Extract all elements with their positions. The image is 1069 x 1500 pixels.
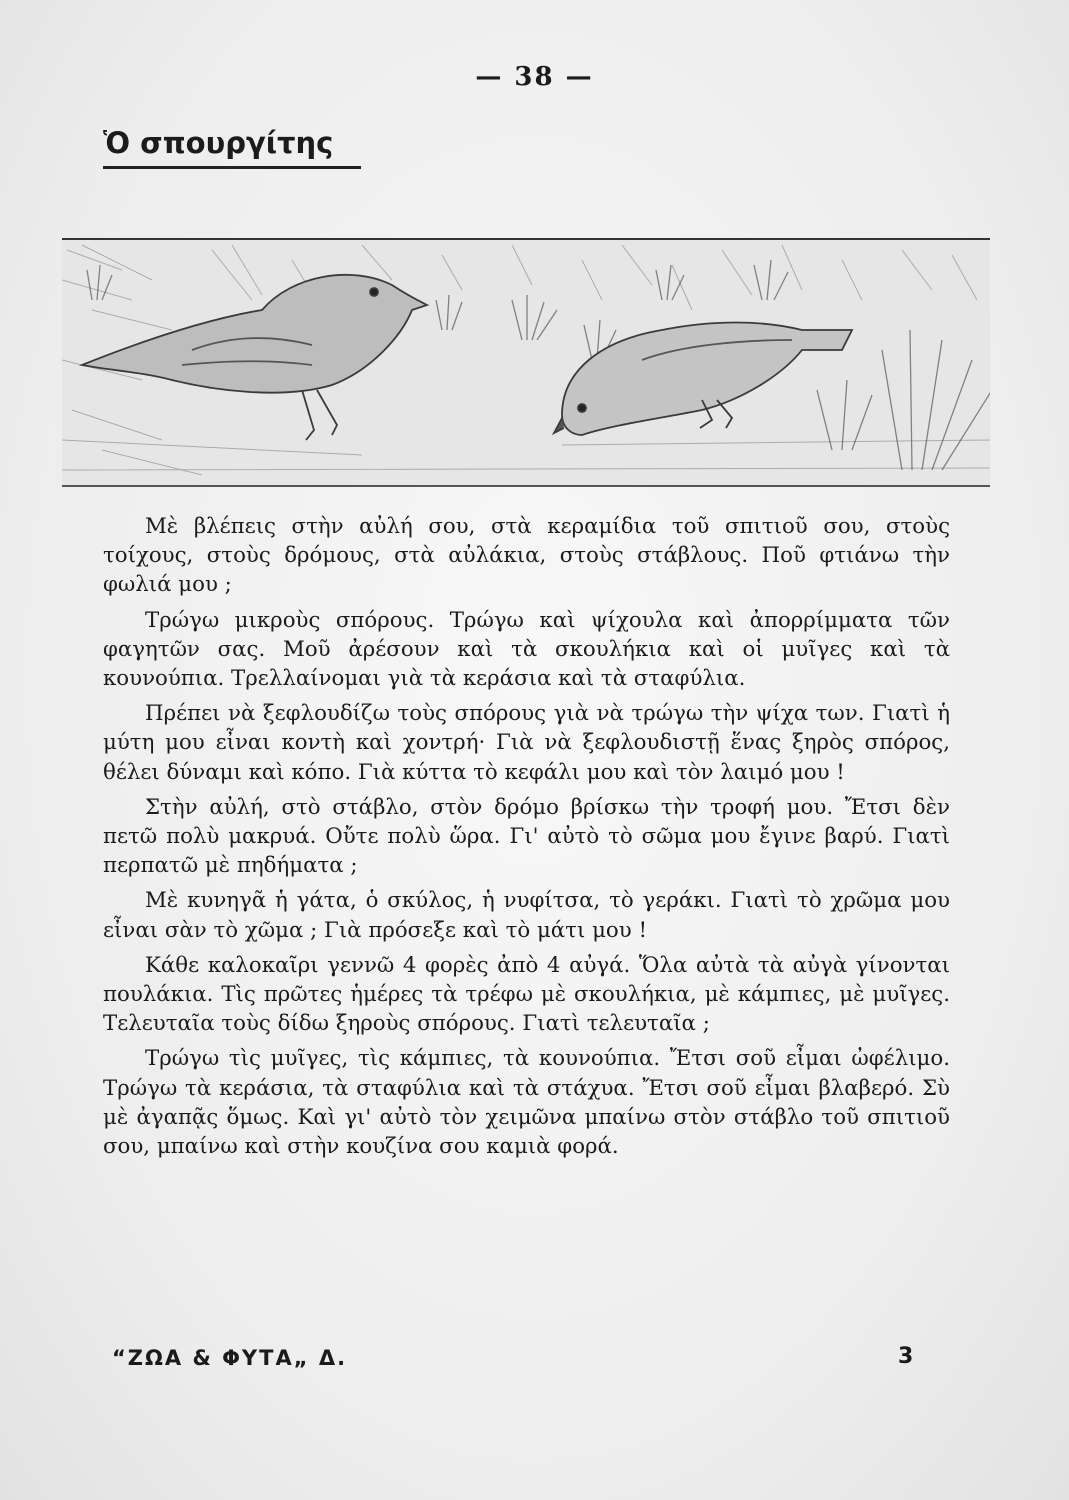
sparrows-drawing-icon [62, 238, 990, 487]
page-title: Ὁ σπουργίτης [103, 126, 361, 169]
paragraph: Μὲ βλέπεις στὴν αὐλή σου, στὰ κεραμίδια τοῦ σπιτιοῦ σου, στοὺς τοίχους, στοὺς δρόμους, στὰ αὐλάκια, στοὺς στάβλους. Ποῦ φτιάνω τὴν φωλιά μου ; [103, 514, 950, 598]
footer-signature-number: 3 [898, 1344, 914, 1369]
footer-book-title: “ΖΩΑ & ΦΥΤΑ„ Δ. [112, 1346, 348, 1370]
paragraph: Τρώγω τὶς μυῖγες, τὶς κάμπιες, τὰ κουνούπια. Ἔτσι σοῦ εἶμαι ὠφέλιμο. Τρώγω τὰ κεράσια, τὰ σταφύλια καὶ τὰ στάχυα. Ἔτσι σοῦ εἶμαι βλαβερό. Σὺ μὲ ἀγαπᾷς ὅμως. Καὶ γι' αὐτὸ τὸν χειμῶνα μπαίνω στὸν στάβλο τοῦ σπιτιοῦ σου, μπαίνω καὶ στὴν κουζίνα σου καμιὰ φορά. [103, 1046, 950, 1160]
paragraph: Κάθε καλοκαῖρι γεννῶ 4 φορὲς ἀπὸ 4 αὐγά. Ὅλα αὐτὰ τὰ αὐγὰ γίνονται πουλάκια. Τὶς πρῶτες ἡμέρες τὰ τρέφω μὲ σκουλήκια, μὲ κάμπιες, μὲ μυῖγες. Τελευταῖα τοὺς δίδω ξηροὺς σπόρους. Γιατὶ τελευταῖα ; [103, 952, 950, 1037]
page-number: — 38 — [475, 62, 594, 92]
article-body [103, 512, 950, 1167]
paragraph: Μὲ κυνηγᾶ ἡ γάτα, ὁ σκύλος, ἡ νυφίτσα, τὸ γεράκι. Γιατὶ τὸ χρῶμα μου εἶναι σὰν τὸ χῶμα ; Γιὰ πρόσεξε καὶ τὸ μάτι μου ! [103, 888, 950, 943]
paragraph: Πρέπει νὰ ξεφλουδίζω τοὺς σπόρους γιὰ νὰ τρώγω τὴν ψίχα των. Γιατὶ ἡ μύτη μου εἶναι κοντὴ καὶ χοντρή· Γιὰ νὰ ξεφλουδιστῇ ἕνας ξηρὸς σπόρος, θέλει δύναμι καὶ κόπο. Γιὰ κύττα τὸ κεφάλι μου καὶ τὸν λαιμό μου ! [103, 701, 950, 785]
paragraph: Στὴν αὐλή, στὸ στάβλο, στὸν δρόμο βρίσκω τὴν τροφή μου. Ἔτσι δὲν πετῶ πολὺ μακρυά. Οὔτε πολὺ ὥρα. Γι' αὐτὸ τὸ σῶμα μου ἔγινε βαρύ. Γιατὶ περπατῶ μὲ πηδήματα ; [103, 794, 950, 879]
paragraph: Τρώγω μικροὺς σπόρους. Τρώγω καὶ ψίχουλα καὶ ἀπορρίμματα τῶν φαγητῶν σας. Μοῦ ἀρέσουν καὶ τὰ σκουλήκια καὶ οἱ μυῖγες καὶ τὰ κουνούπια. Τρελλαίνομαι γιὰ τὰ κεράσια καὶ τὰ σταφύλια. [103, 607, 950, 692]
